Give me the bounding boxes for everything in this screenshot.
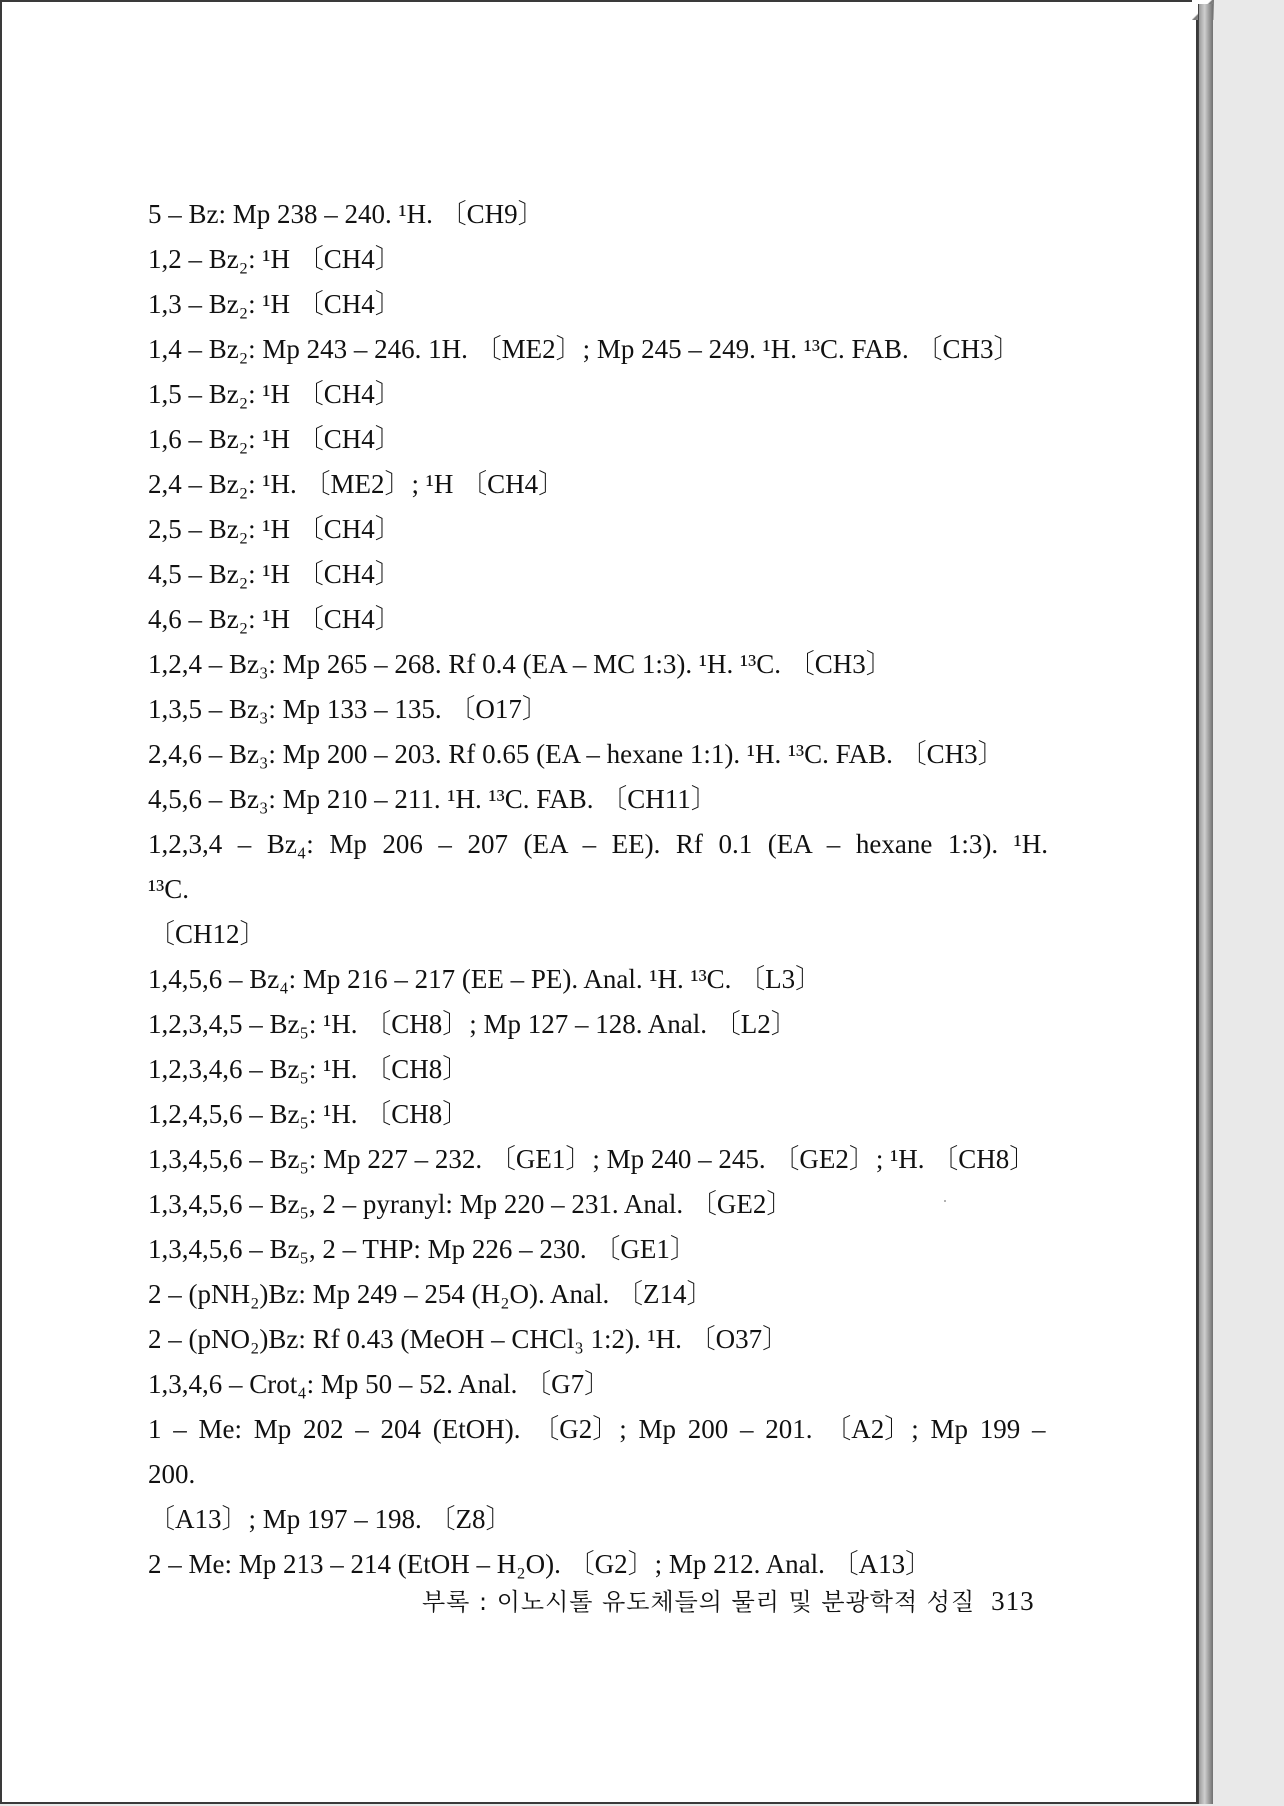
running-title: 부록 : 이노시톨 유도체들의 물리 및 분광학적 성질 bbox=[422, 1588, 976, 1616]
entry-line: 5 – Bz: Mp 238 – 240. ¹H. 〔CH9〕 bbox=[148, 199, 545, 229]
entry-line: 1,2,3,4,6 – Bz₅: ¹H. 〔CH8〕 bbox=[148, 1054, 470, 1084]
entry-line: 1,3,4,5,6 – Bz₅: Mp 227 – 232. 〔GE1〕; Mp 240 – 245. 〔GE2〕; ¹H. 〔CH8〕 bbox=[148, 1144, 1037, 1174]
entry-line: 1,6 – Bz₂: ¹H 〔CH4〕 bbox=[148, 424, 402, 454]
entry-line: 2 – (pNH₂)Bz: Mp 249 – 254 (H₂O). Anal. 〔Z14〕 bbox=[148, 1279, 714, 1309]
entry-line: 1,2,4,5,6 – Bz₅: ¹H. 〔CH8〕 bbox=[148, 1099, 470, 1129]
entry-line: 1 – Me: Mp 202 – 204 (EtOH). 〔G2〕; Mp 200 – 201. 〔A2〕; Mp 199 – 200. bbox=[148, 1414, 1046, 1489]
entry-line: 2,5 – Bz₂: ¹H 〔CH4〕 bbox=[148, 514, 402, 544]
entry-line: 2 – (pNO₂)Bz: Rf 0.43 (MeOH – CHCl₃ 1:2). ¹H. 〔O37〕 bbox=[148, 1324, 790, 1354]
entry-line: 4,5,6 – Bz₃: Mp 210 – 211. ¹H. ¹³C. FAB. 〔CH11〕 bbox=[148, 784, 718, 814]
entry-line: 1,3 – Bz₂: ¹H 〔CH4〕 bbox=[148, 289, 402, 319]
entry-line: 1,2 – Bz₂: ¹H 〔CH4〕 bbox=[148, 244, 402, 274]
entry-line: 1,4 – Bz₂: Mp 243 – 246. 1H. 〔ME2〕; Mp 245 – 249. ¹H. ¹³C. FAB. 〔CH3〕 bbox=[148, 334, 1021, 364]
entry-line-continuation: 〔A13〕; Mp 197 – 198. 〔Z8〕 bbox=[148, 1504, 513, 1534]
entry-line: 1,3,4,6 – Crot₄: Mp 50 – 52. Anal. 〔G7〕 bbox=[148, 1369, 612, 1399]
entry-line: 1,4,5,6 – Bz₄: Mp 216 – 217 (EE – PE). Anal. ¹H. ¹³C. 〔L3〕 bbox=[148, 964, 823, 994]
entry-line: 1,2,3,4,5 – Bz₅: ¹H. 〔CH8〕; Mp 127 – 128. Anal. 〔L2〕 bbox=[148, 1009, 798, 1039]
entry-line: 1,3,5 – Bz₃: Mp 133 – 135. 〔O17〕 bbox=[148, 694, 549, 724]
page-edge-shadow bbox=[1198, 4, 1213, 1804]
page-footer bbox=[422, 1582, 1035, 1617]
entry-line: 1,2,4 – Bz₃: Mp 265 – 268. Rf 0.4 (EA – MC 1:3). ¹H. ¹³C. 〔CH3〕 bbox=[148, 649, 893, 679]
scan-speck bbox=[944, 1200, 946, 1202]
entry-line: 4,6 – Bz₂: ¹H 〔CH4〕 bbox=[148, 604, 402, 634]
page-number: 313 bbox=[991, 1586, 1035, 1616]
entry-line: 2,4,6 – Bz₃: Mp 200 – 203. Rf 0.65 (EA – hexane 1:1). ¹H. ¹³C. FAB. 〔CH3〕 bbox=[148, 739, 1005, 769]
entry-line: 1,3,4,5,6 – Bz₅, 2 – pyranyl: Mp 220 – 231. Anal. 〔GE2〕 bbox=[148, 1189, 794, 1219]
entry-line: 4,5 – Bz₂: ¹H 〔CH4〕 bbox=[148, 559, 402, 589]
entry-line: 1,3,4,5,6 – Bz₅, 2 – THP: Mp 226 – 230. 〔GE1〕 bbox=[148, 1234, 697, 1264]
entry-line: 1,2,3,4 – Bz₄: Mp 206 – 207 (EA – EE). Rf 0.1 (EA – hexane 1:3). ¹H. ¹³C. bbox=[148, 829, 1048, 904]
entry-line: 2,4 – Bz₂: ¹H. 〔ME2〕; ¹H 〔CH4〕 bbox=[148, 469, 566, 499]
entry-line: 2 – Me: Mp 213 – 214 (EtOH – H₂O). 〔G2〕; Mp 212. Anal. 〔A13〕 bbox=[148, 1549, 933, 1579]
entry-line: 1,5 – Bz₂: ¹H 〔CH4〕 bbox=[148, 379, 402, 409]
entry-line-continuation: 〔CH12〕 bbox=[148, 919, 267, 949]
entry-list bbox=[148, 192, 1048, 1587]
